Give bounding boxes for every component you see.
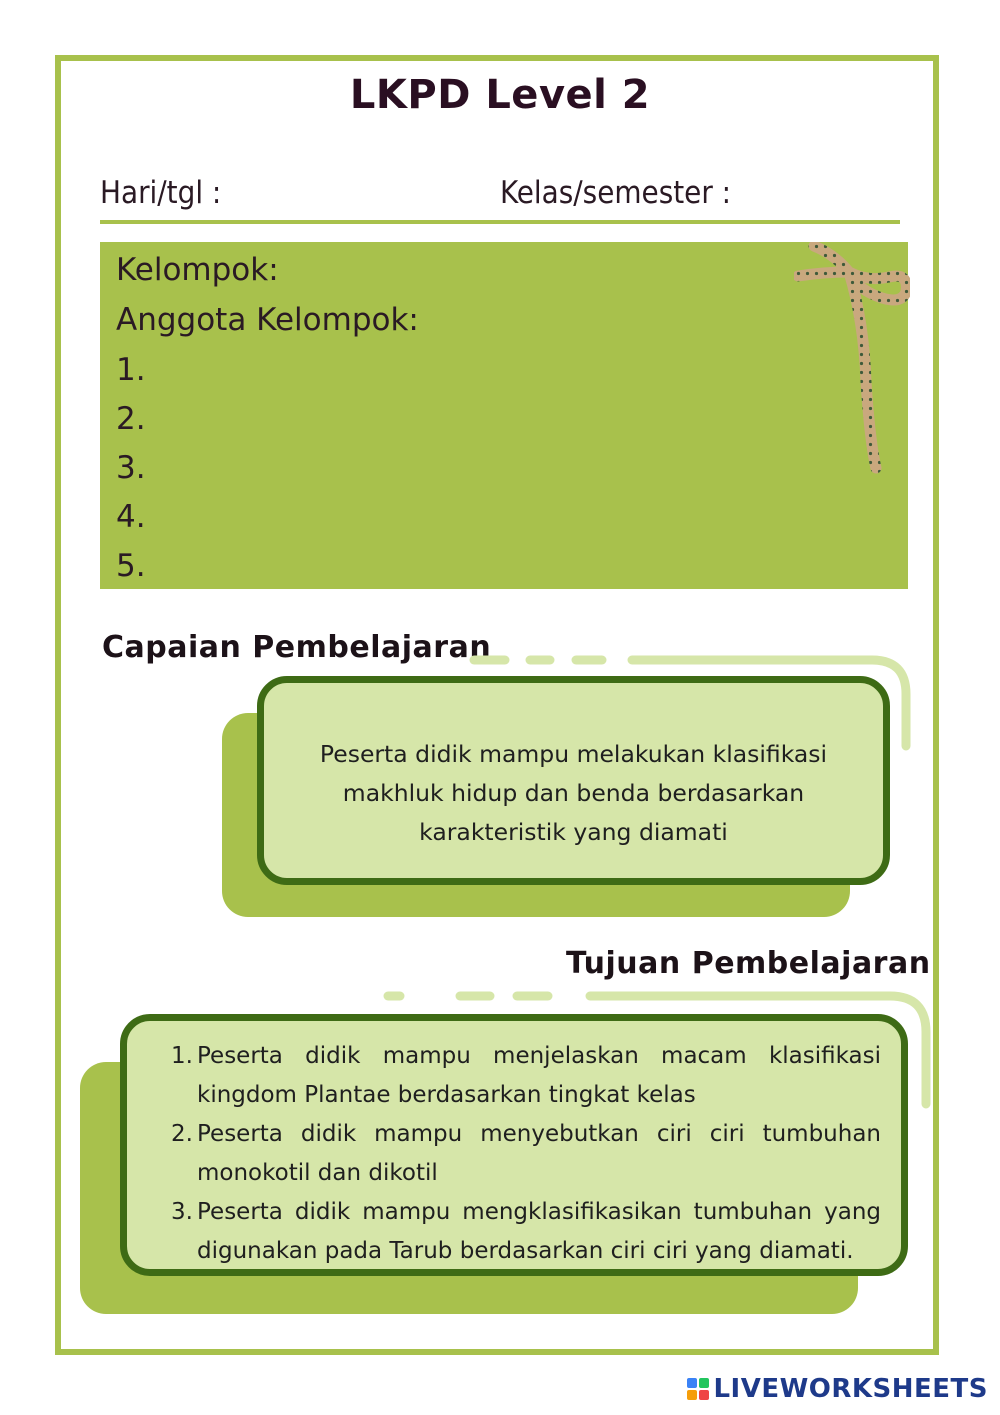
ribbon-bow-decoration (794, 242, 910, 474)
group-label: Kelompok: (116, 252, 279, 288)
tujuan-item-text: Peserta didik mampu mengklasifikasikan tumbuhan yang digunakan pada Tarub berdasarkan ciri ciri yang diamati. (197, 1199, 881, 1264)
member-number-1: 1. (116, 352, 146, 388)
tujuan-list (147, 1037, 881, 1271)
tujuan-item-number: 3. (171, 1199, 193, 1225)
tujuan-item-number: 1. (171, 1043, 193, 1069)
liveworksheets-logo-icon (687, 1378, 709, 1400)
tujuan-item-text: Peserta didik mampu menyebutkan ciri ciri tumbuhan monokotil dan dikotil (197, 1121, 881, 1186)
member-number-3: 3. (116, 450, 146, 486)
tujuan-item (147, 1115, 881, 1193)
date-label: Hari/tgl : (100, 175, 222, 211)
tujuan-item-text: Peserta didik mampu menjelaskan macam klasifikasi kingdom Plantae berdasarkan tingkat kelas (197, 1043, 881, 1108)
class-semester-label: Kelas/semester : (500, 175, 732, 211)
capaian-line-2: makhluk hidup dan benda berdasarkan (342, 779, 805, 807)
group-info-box (100, 242, 908, 589)
page-title: LKPD Level 2 (349, 72, 651, 118)
liveworksheets-watermark (687, 1374, 988, 1404)
member-number-2: 2. (116, 401, 146, 437)
member-number-4: 4. (116, 499, 146, 535)
members-label: Anggota Kelompok: (116, 302, 419, 338)
capaian-heading: Capaian Pembelajaran (102, 630, 492, 665)
member-number-5: 5. (116, 548, 146, 584)
capaian-line-3: karakteristik yang diamati (419, 818, 728, 846)
tujuan-item (147, 1037, 881, 1115)
tujuan-heading: Tujuan Pembelajaran (566, 946, 931, 981)
watermark-text: LIVEWORKSHEETS (713, 1374, 988, 1404)
tujuan-card (120, 1014, 908, 1276)
tujuan-item (147, 1193, 881, 1271)
capaian-text (264, 735, 883, 852)
tujuan-item-number: 2. (171, 1121, 193, 1147)
header-divider (100, 220, 900, 224)
capaian-card (257, 676, 890, 885)
capaian-line-1: Peserta didik mampu melakukan klasifikasi (319, 740, 828, 768)
